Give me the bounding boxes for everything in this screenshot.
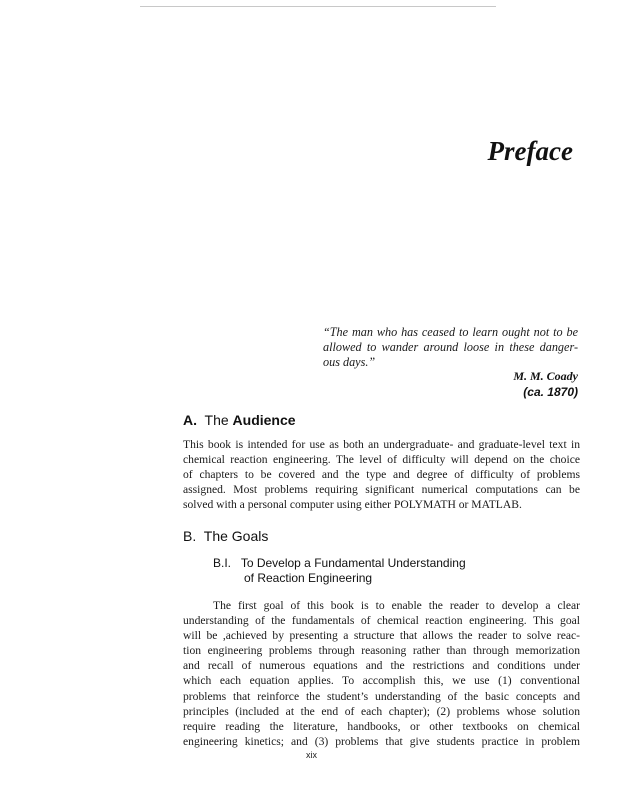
section-a-letter: A. (183, 412, 197, 428)
paragraph-line (183, 598, 580, 613)
paragraph-line: problems that reinforce the student’s understanding of the basic concepts and (183, 689, 580, 703)
epigraph-quote: “The man who has ceased to learn ought not to be allowed to wander around loose in these danger- ous days.” (323, 325, 578, 369)
subsection-number: B.I. (213, 556, 232, 570)
page-number: xix (306, 750, 317, 760)
section-b-heading (183, 528, 268, 544)
paragraph-line: This book is intended for use as both an undergraduate- and graduate-level text in (183, 438, 580, 451)
subsection-title-line1: To Develop a Fundamental Understanding (240, 556, 466, 570)
subsection-heading (213, 556, 466, 586)
paragraph-line-text: The first goal of this book is to enable the reader to develop a clear (213, 599, 580, 612)
section-a-word1: The (204, 412, 229, 428)
section-a-heading (183, 412, 296, 428)
top-rule (140, 6, 496, 7)
paragraph-line: understanding of the fundamentals of chemical reaction engineering. This goal (183, 614, 580, 628)
paragraph-line: tion engineering problems through reasoning rather than through memorization (183, 644, 580, 658)
chapter-title: Preface (487, 136, 573, 166)
paragraph-line: principles (included at the end of each chapter); (2) problems whose solution (183, 704, 580, 718)
paragraph-line: of chapters to be covered and the type and degree of difficulty of problems (183, 468, 580, 482)
section-b-paragraph (183, 598, 580, 749)
paragraph-line: will be ,achieved by presenting a structure that allows the reader to solve reac- (183, 629, 580, 643)
section-a-paragraph (183, 437, 580, 512)
paragraph-line: engineering kinetics; and (3) problems that give students practice in problem (183, 734, 580, 748)
paragraph-line: chemical reaction engineering. The level of difficulty will depend on the choice (183, 453, 580, 467)
section-b-title: The Goals (203, 528, 269, 544)
paragraph-line: which each equation applies. To accomplish this, we use (1) conventional (183, 674, 580, 688)
subsection-title-line2: of Reaction Engineering (244, 571, 373, 585)
section-b-letter: B. (183, 528, 197, 544)
epigraph-author: M. M. Coady (513, 369, 578, 383)
paragraph-line: solved with a personal computer using either POLYMATH or MATLAB. (183, 498, 522, 512)
epigraph-date: (ca. 1870) (523, 385, 578, 399)
section-a-word2: Audience (232, 412, 296, 428)
paragraph-line: require reading the literature, handbooks, or other textbooks on chemical (183, 719, 580, 733)
paragraph-line: assigned. Most problems requiring significant numerical computations can be (183, 483, 580, 497)
paragraph-line: and recall of numerous equations and the restrictions and conditions under (183, 659, 580, 673)
